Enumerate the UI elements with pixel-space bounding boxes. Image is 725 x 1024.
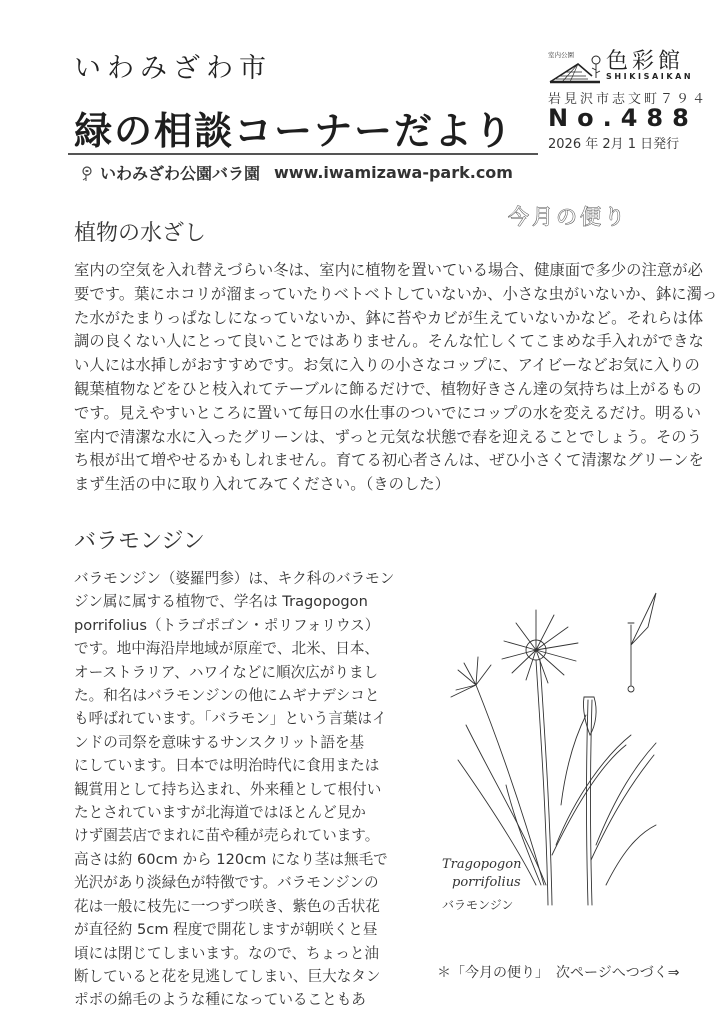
flower-head-small xyxy=(451,657,491,697)
body-line: ポポの綿毛のような種になっていることもあ xyxy=(74,991,366,1009)
leaf xyxy=(606,825,656,885)
facility-name: 色彩館 xyxy=(606,49,685,74)
body-line: い人には水挿しがおすすめです。お気に入りの小さなコップに、アイビーなどお気に入りの xyxy=(74,356,700,375)
body-line: 頃には閉じてしまいます。なので、ちょっと油 xyxy=(74,944,380,962)
header-divider xyxy=(68,153,538,155)
body-line: バラモンジン（婆羅門参）は、キク科のバラモン xyxy=(74,570,395,587)
body-line: 花は一般に枝先に一つずつ咲き、紫色の舌状花 xyxy=(74,897,380,915)
body-line: ち根が出て増やせるかもしれません。育てる初心者さんは、ぜひ小さくて清潔なグリーンを xyxy=(74,451,704,470)
article-body-salsify xyxy=(74,567,395,1012)
facility-roman: SHIKISAIKAN xyxy=(606,72,694,81)
seed-detail xyxy=(628,623,634,685)
body-line: も呼ばれています。「バラモン」という言葉はイ xyxy=(74,710,387,728)
body-line: 調の良くない人にとって良いことではありません。そんな忙しくてこまめな手入れができな xyxy=(74,332,704,351)
illustration-caption xyxy=(442,856,521,914)
facility-address: 岩見沢市志文町７９４ xyxy=(548,92,709,107)
body-line: ジン属に属する植物で、学名は Tragopogon xyxy=(74,593,368,611)
caption-latin-genus: Tragopogon xyxy=(442,857,522,872)
caption-latin-species: porrifolius xyxy=(452,875,521,890)
city-name: いわみざわ市 xyxy=(74,53,272,84)
issue-date: 2026 年 2月 1 日発行 xyxy=(548,137,680,152)
body-line: 観賞用として持ち込まれ、外来種として根付い xyxy=(74,780,382,798)
facility-tag: 室内公園 xyxy=(548,51,574,59)
body-line: 観葉植物などをひと枝入れてテーブルに飾るだけで、植物好きさん達の気持ちは上がるもの xyxy=(74,379,702,398)
article-title-salsify: バラモンジン xyxy=(74,529,205,554)
continue-next-page-note: ＊「今月の便り」 次ページへつづく⇒ xyxy=(437,965,680,981)
rose-garden-name: いわみざわ公園バラ園 xyxy=(100,164,261,183)
body-line: た水がたまりっぱなしになっていないか、鉢に苔やカビが生えていないかなど。それらは体 xyxy=(74,308,704,327)
greenhouse-icon xyxy=(548,54,604,84)
flower-head-main xyxy=(502,610,578,683)
body-line: porrifolius（トラゴポゴン・ポリフォリウス） xyxy=(74,616,380,634)
body-line: にしています。日本では明治時代に食用または xyxy=(74,757,380,775)
caption-japanese: バラモンジン xyxy=(442,898,514,912)
body-line: たとされていますが北海道ではほとんど見か xyxy=(74,804,366,822)
body-line: 室内の空気を入れ替えづらい冬は、室内に植物を置いている場合、健康面で多少の注意が必 xyxy=(74,261,703,279)
stem-side xyxy=(476,685,544,885)
rose-logo-icon xyxy=(74,162,96,184)
website-link[interactable]: www.iwamizawa-park.com xyxy=(274,163,513,182)
body-line: です。見えやすいところに置いて毎日の水仕事のついでにコップの水を変えるだけ。明るい xyxy=(74,403,702,422)
article-title-water-cutting: 植物の水ざし xyxy=(74,221,207,246)
article-body-water-cutting xyxy=(74,259,718,497)
shikisaikan-logo xyxy=(548,46,718,86)
section-label: 今月の便り xyxy=(508,205,628,229)
body-line: です。地中海沿岸地域が原産で、北米、日本、 xyxy=(74,640,380,658)
body-line: 室内で清潔な水に入ったグリーンは、ずっと元気な状態で春を迎えることでしょう。そのう xyxy=(74,427,702,446)
body-line: 光沢があり淡緑色が特徴です。バラモンジンの xyxy=(74,874,379,892)
body-line: まず生活の中に取り入れてみてください。（きのした） xyxy=(74,475,451,494)
stem-bud xyxy=(587,700,589,905)
leaf xyxy=(561,715,586,805)
body-line: オーストラリア、ハワイなどに順次広がりまし xyxy=(74,663,379,681)
issue-number: No.488 xyxy=(548,104,698,132)
body-line: 要です。葉にホコリが溜まっていたりベトベトしていないか、小さな虫がいないか、鉢に濁っ xyxy=(74,284,718,303)
body-line: た。和名はバラモンジンの他にムギナデシコと xyxy=(74,687,380,705)
body-line: ンドの司祭を意味するサンスクリット語を基 xyxy=(74,733,365,751)
body-line: 断していると花を見逃してしまい、巨大なタン xyxy=(74,967,381,985)
leaf xyxy=(556,735,631,845)
rose-garden-banner xyxy=(74,161,513,184)
body-line: けず園芸店でまれに苗や種が売られています。 xyxy=(74,827,380,845)
newsletter-title: 緑の相談コーナーだより xyxy=(74,109,515,153)
body-line: 高さは約 60cm から 120cm になり茎は無毛で xyxy=(74,850,388,868)
body-line: が直径約 5cm 程度で開花しますが朝咲くと昼 xyxy=(74,921,378,939)
